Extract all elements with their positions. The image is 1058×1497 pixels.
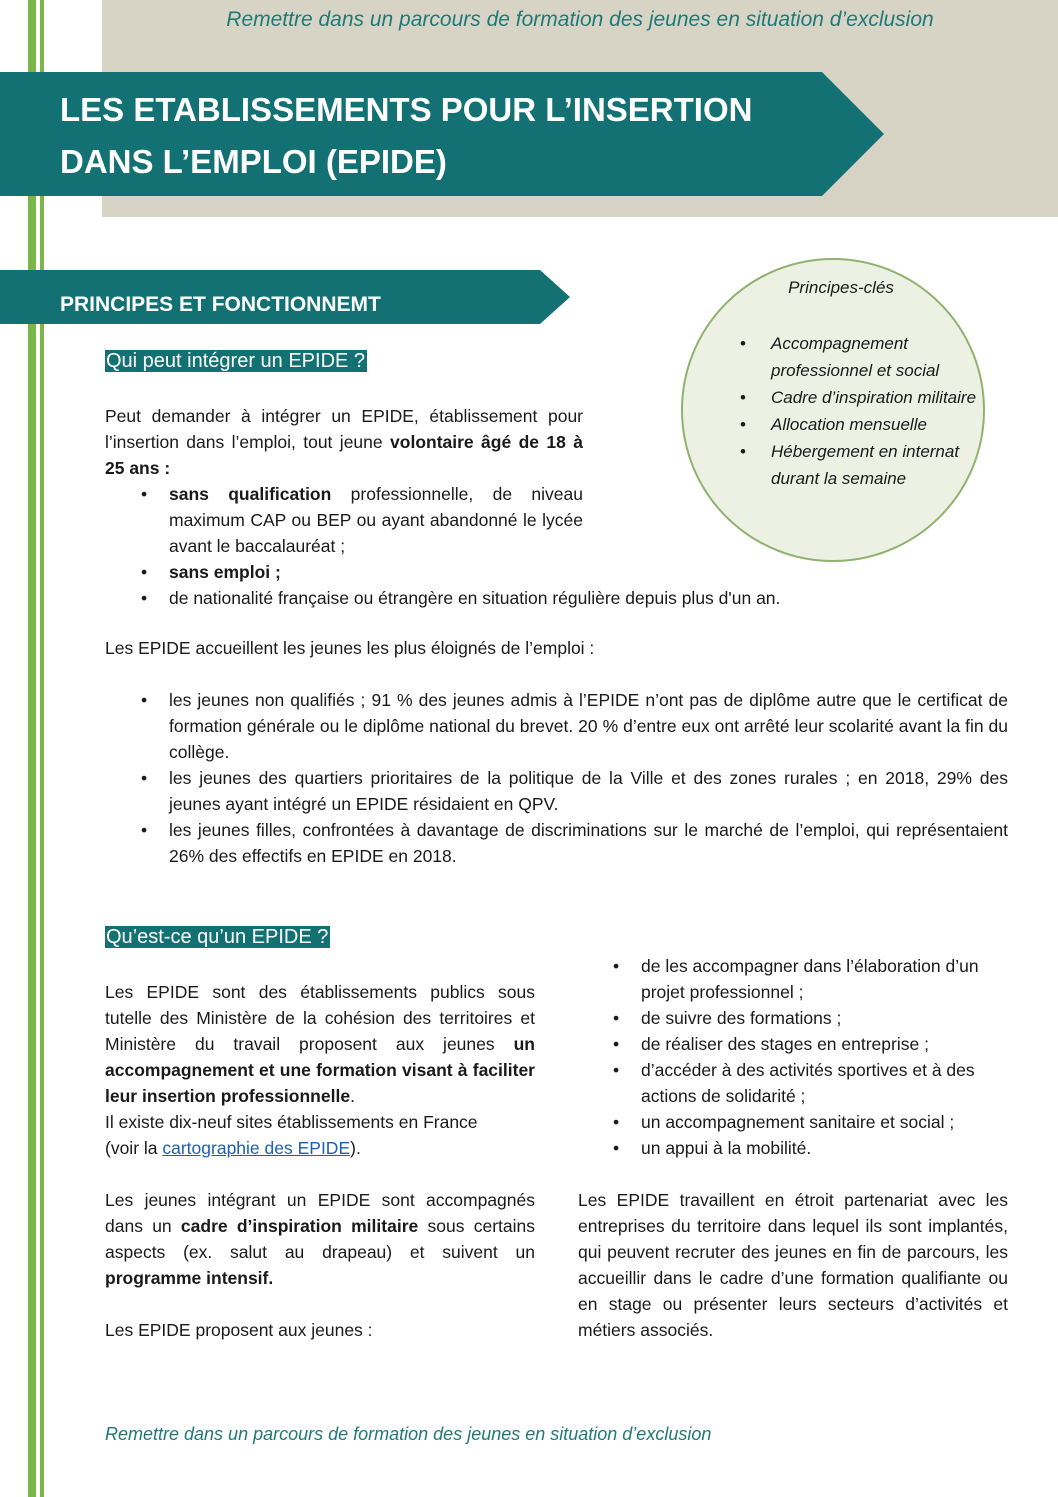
framework-bold: cadre d’inspiration militaire: [180, 1216, 419, 1236]
what-sites: Il existe dix-neuf sites établissements en France: [105, 1112, 478, 1132]
header-tagline: Remettre dans un parcours de formation des jeunes en situation d’exclusion: [226, 8, 934, 31]
offers-intro: Les EPIDE proposent aux jeunes :: [105, 1320, 373, 1340]
what-heading-wrap: [105, 924, 330, 950]
what-heading: Qu’est-ce qu’un EPIDE ?: [106, 926, 329, 948]
welcome-intro: Les EPIDE accueillent les jeunes les plus éloignés de l’emploi :: [105, 638, 595, 658]
criteria-item-bold: sans emploi ;: [169, 562, 281, 582]
criteria-item-bold: sans qualification: [169, 484, 332, 504]
page-title-line-1: LES ETABLISSEMENTS POUR L’INSERTION: [60, 91, 753, 128]
who-criteria-list-2: [105, 559, 905, 611]
key-principle-item: • Hébergement en internat durant la semaine: [740, 438, 990, 492]
what-p1-bold: un accompagnement et une formation visant à faciliter leur insertion professionnelle: [105, 1034, 535, 1106]
page-title: [60, 84, 808, 188]
map-ref-suffix: ).: [350, 1138, 361, 1158]
offer-item: • d’accéder à des activités sportives et à des actions de solidarité ;: [605, 1057, 1005, 1109]
framework-text-mid: sous certains aspects (ex. salut au drapeau) et suivent un: [105, 1216, 535, 1262]
framework-bold-2: programme intensif.: [105, 1268, 274, 1288]
offer-item: • un accompagnement sanitaire et social ;: [605, 1109, 1005, 1135]
key-principle-item: • Accompagnement professionnel et social: [740, 330, 990, 384]
who-criteria-list: [105, 481, 583, 559]
welcome-list: [105, 687, 1008, 869]
what-map-ref: [105, 1135, 535, 1161]
map-ref-prefix: (voir la: [105, 1138, 163, 1158]
who-heading: Qui peut intégrer un EPIDE ?: [106, 350, 366, 372]
section-title: PRINCIPES ET FONCTIONNEMT: [60, 293, 381, 316]
offer-item: • de suivre des formations ;: [605, 1005, 1005, 1031]
left-accent-bar-thin: [40, 0, 44, 1497]
criteria-item-nationality: • de nationalité française ou étrangère en situation régulière depuis plus d'un an.: [105, 585, 905, 611]
offer-item: • de réaliser des stages en entreprise ;: [605, 1031, 1005, 1057]
what-description: [105, 979, 535, 1109]
offer-item: • de les accompagner dans l’élaboration d’un projet professionnel ;: [605, 953, 1005, 1005]
who-heading-wrap: [105, 348, 367, 374]
criteria-item-qualification: [105, 481, 583, 559]
offer-item: • un appui à la mobilité.: [605, 1135, 1005, 1161]
what-p1-text: Les EPIDE sont des établissements publics sous tutelle des Ministère de la cohésion des territoires et Ministère du travail proposent aux jeunes: [105, 982, 535, 1054]
framework-text: Les jeunes intégrant un EPIDE sont accompagnés dans un: [105, 1190, 535, 1236]
key-principles-list: [740, 330, 990, 492]
key-principle-item: • Cadre d’inspiration militaire: [740, 384, 990, 411]
left-accent-bar: [28, 0, 36, 1497]
partnership-paragraph: Les EPIDE travaillent en étroit partenariat avec les entreprises du territoire dans lequel ils sont implantés, qui peuvent recruter des jeunes en fin de parcours, les accueillir dans le cadre d’une formation qualifiante ou en stage ou présenter leurs secteurs d’activités et métiers associés.: [578, 1190, 1008, 1340]
what-framework: [105, 1187, 535, 1291]
welcome-item: • les jeunes filles, confrontées à davantage de discriminations sur le marché de l’emploi, qui représentaient 26% des effectifs en EPIDE en 2018.: [105, 817, 1008, 869]
what-p1-end: .: [350, 1086, 355, 1106]
key-principle-item: • Allocation mensuelle: [740, 411, 990, 438]
who-intro: [105, 403, 583, 481]
criteria-item-employment: [105, 559, 905, 585]
who-intro-bold: volontaire âgé de 18 à 25 ans :: [105, 432, 583, 478]
welcome-item: • les jeunes non qualifiés ; 91 % des jeunes admis à l’EPIDE n’ont pas de diplôme autre que le certificat de formation générale ou le diplôme national du brevet. 20 % d’entre eux ont arrêté leur scolarité avant la fin du collège.: [105, 687, 1008, 765]
footer-tagline: Remettre dans un parcours de formation des jeunes en situation d’exclusion: [105, 1424, 712, 1444]
epide-map-link[interactable]: cartographie des EPIDE: [162, 1138, 351, 1158]
page-title-line-2: DANS L’EMPLOI (EPIDE): [60, 143, 447, 180]
key-principles-title: Principes-clés: [788, 278, 894, 297]
offers-list: [605, 953, 1005, 1161]
criteria-item-text: professionnelle, de niveau maximum CAP ou BEP ou ayant abandonné le lycée avant le baccalauréat ;: [169, 484, 583, 556]
who-intro-text: Peut demander à intégrer un EPIDE, établissement pour l’insertion dans l’emploi, tout jeune: [105, 406, 583, 452]
welcome-item: • les jeunes des quartiers prioritaires de la politique de la Ville et des zones rurales ; en 2018, 29% des jeunes ayant intégré un EPIDE résidaient en QPV.: [105, 765, 1008, 817]
